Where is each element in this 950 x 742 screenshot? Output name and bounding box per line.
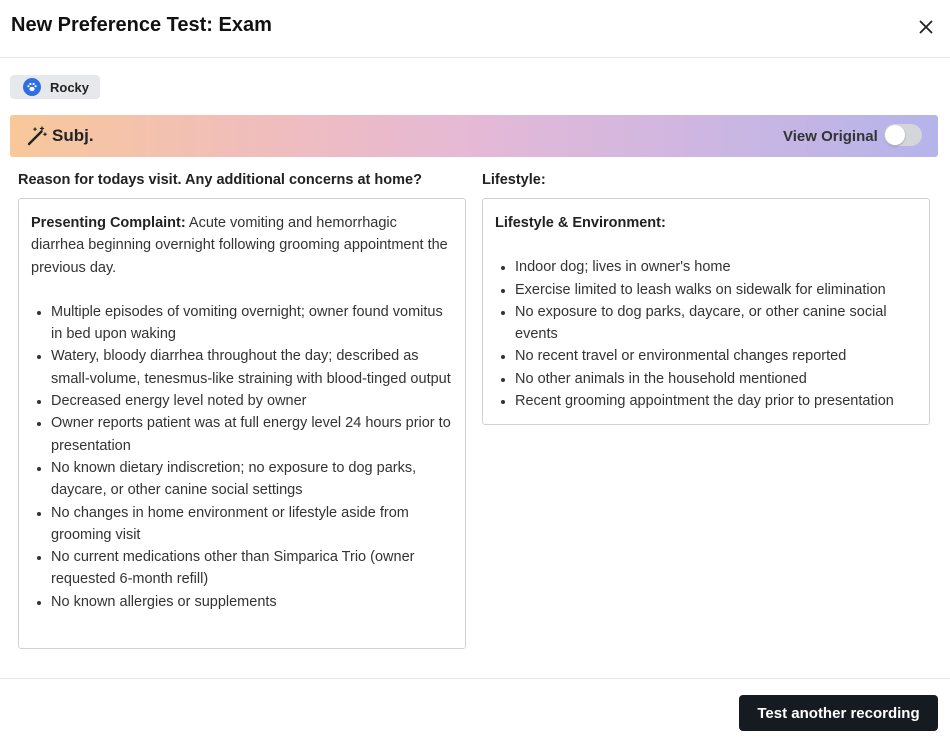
list-item: • Watery, bloody diarrhea throughout the day; described as small-volume, tenesmus-like straining with blood-tinged output (51, 345, 453, 390)
toggle-knob (885, 125, 905, 145)
footer-divider (0, 678, 950, 679)
list-item: • Indoor dog; lives in owner's home (515, 256, 917, 278)
patient-chip[interactable] (10, 75, 100, 99)
presenting-complaint-list (31, 301, 453, 613)
close-icon (919, 20, 933, 34)
modal-title: New Preference Test: Exam (11, 14, 272, 36)
list-item: • Multiple episodes of vomiting overnight; owner found vomitus in bed upon waking (51, 301, 453, 346)
reason-for-visit-label: Reason for todays visit. Any additional concerns at home? (18, 172, 422, 188)
list-item: • No exposure to dog parks, daycare, or other canine social events (515, 301, 917, 346)
lifestyle-list (495, 256, 917, 412)
list-item: • Recent grooming appointment the day prior to presentation (515, 390, 917, 412)
paw-icon (23, 78, 41, 96)
close-button[interactable] (914, 15, 938, 39)
lifestyle-label: Lifestyle: (482, 172, 546, 188)
lifestyle-card[interactable] (482, 198, 930, 425)
view-original-toggle[interactable] (884, 124, 922, 146)
list-item: • No other animals in the household mentioned (515, 368, 917, 390)
list-item: • Decreased energy level noted by owner (51, 390, 453, 412)
modal-header (0, 0, 950, 58)
view-original-label: View Original (783, 128, 878, 145)
presenting-complaint-paragraph (31, 212, 453, 279)
list-item: • No changes in home environment or lifestyle aside from grooming visit (51, 502, 453, 547)
section-title: Subj. (52, 126, 94, 145)
magic-wand-icon (26, 125, 48, 147)
patient-name: Rocky (50, 79, 90, 95)
lifestyle-heading: Lifestyle & Environment: (495, 215, 666, 231)
test-another-recording-button[interactable]: Test another recording (739, 695, 938, 731)
list-item: • No recent travel or environmental changes reported (515, 345, 917, 367)
list-item: • Owner reports patient was at full energy level 24 hours prior to presentation (51, 412, 453, 457)
reason-for-visit-card[interactable] (18, 198, 466, 649)
list-item: • No known dietary indiscretion; no exposure to dog parks, daycare, or other canine social settings (51, 457, 453, 502)
section-header-bar (10, 115, 938, 157)
presenting-complaint-text: Acute vomiting and hemorrhagic diarrhea beginning overnight following grooming appointment the previous day. (31, 215, 448, 276)
list-item: • Exercise limited to leash walks on sidewalk for elimination (515, 279, 917, 301)
list-item: • No current medications other than Simparica Trio (owner requested 6-month refill) (51, 546, 453, 591)
list-item: • No known allergies or supplements (51, 591, 453, 613)
presenting-complaint-heading: Presenting Complaint: (31, 215, 186, 231)
